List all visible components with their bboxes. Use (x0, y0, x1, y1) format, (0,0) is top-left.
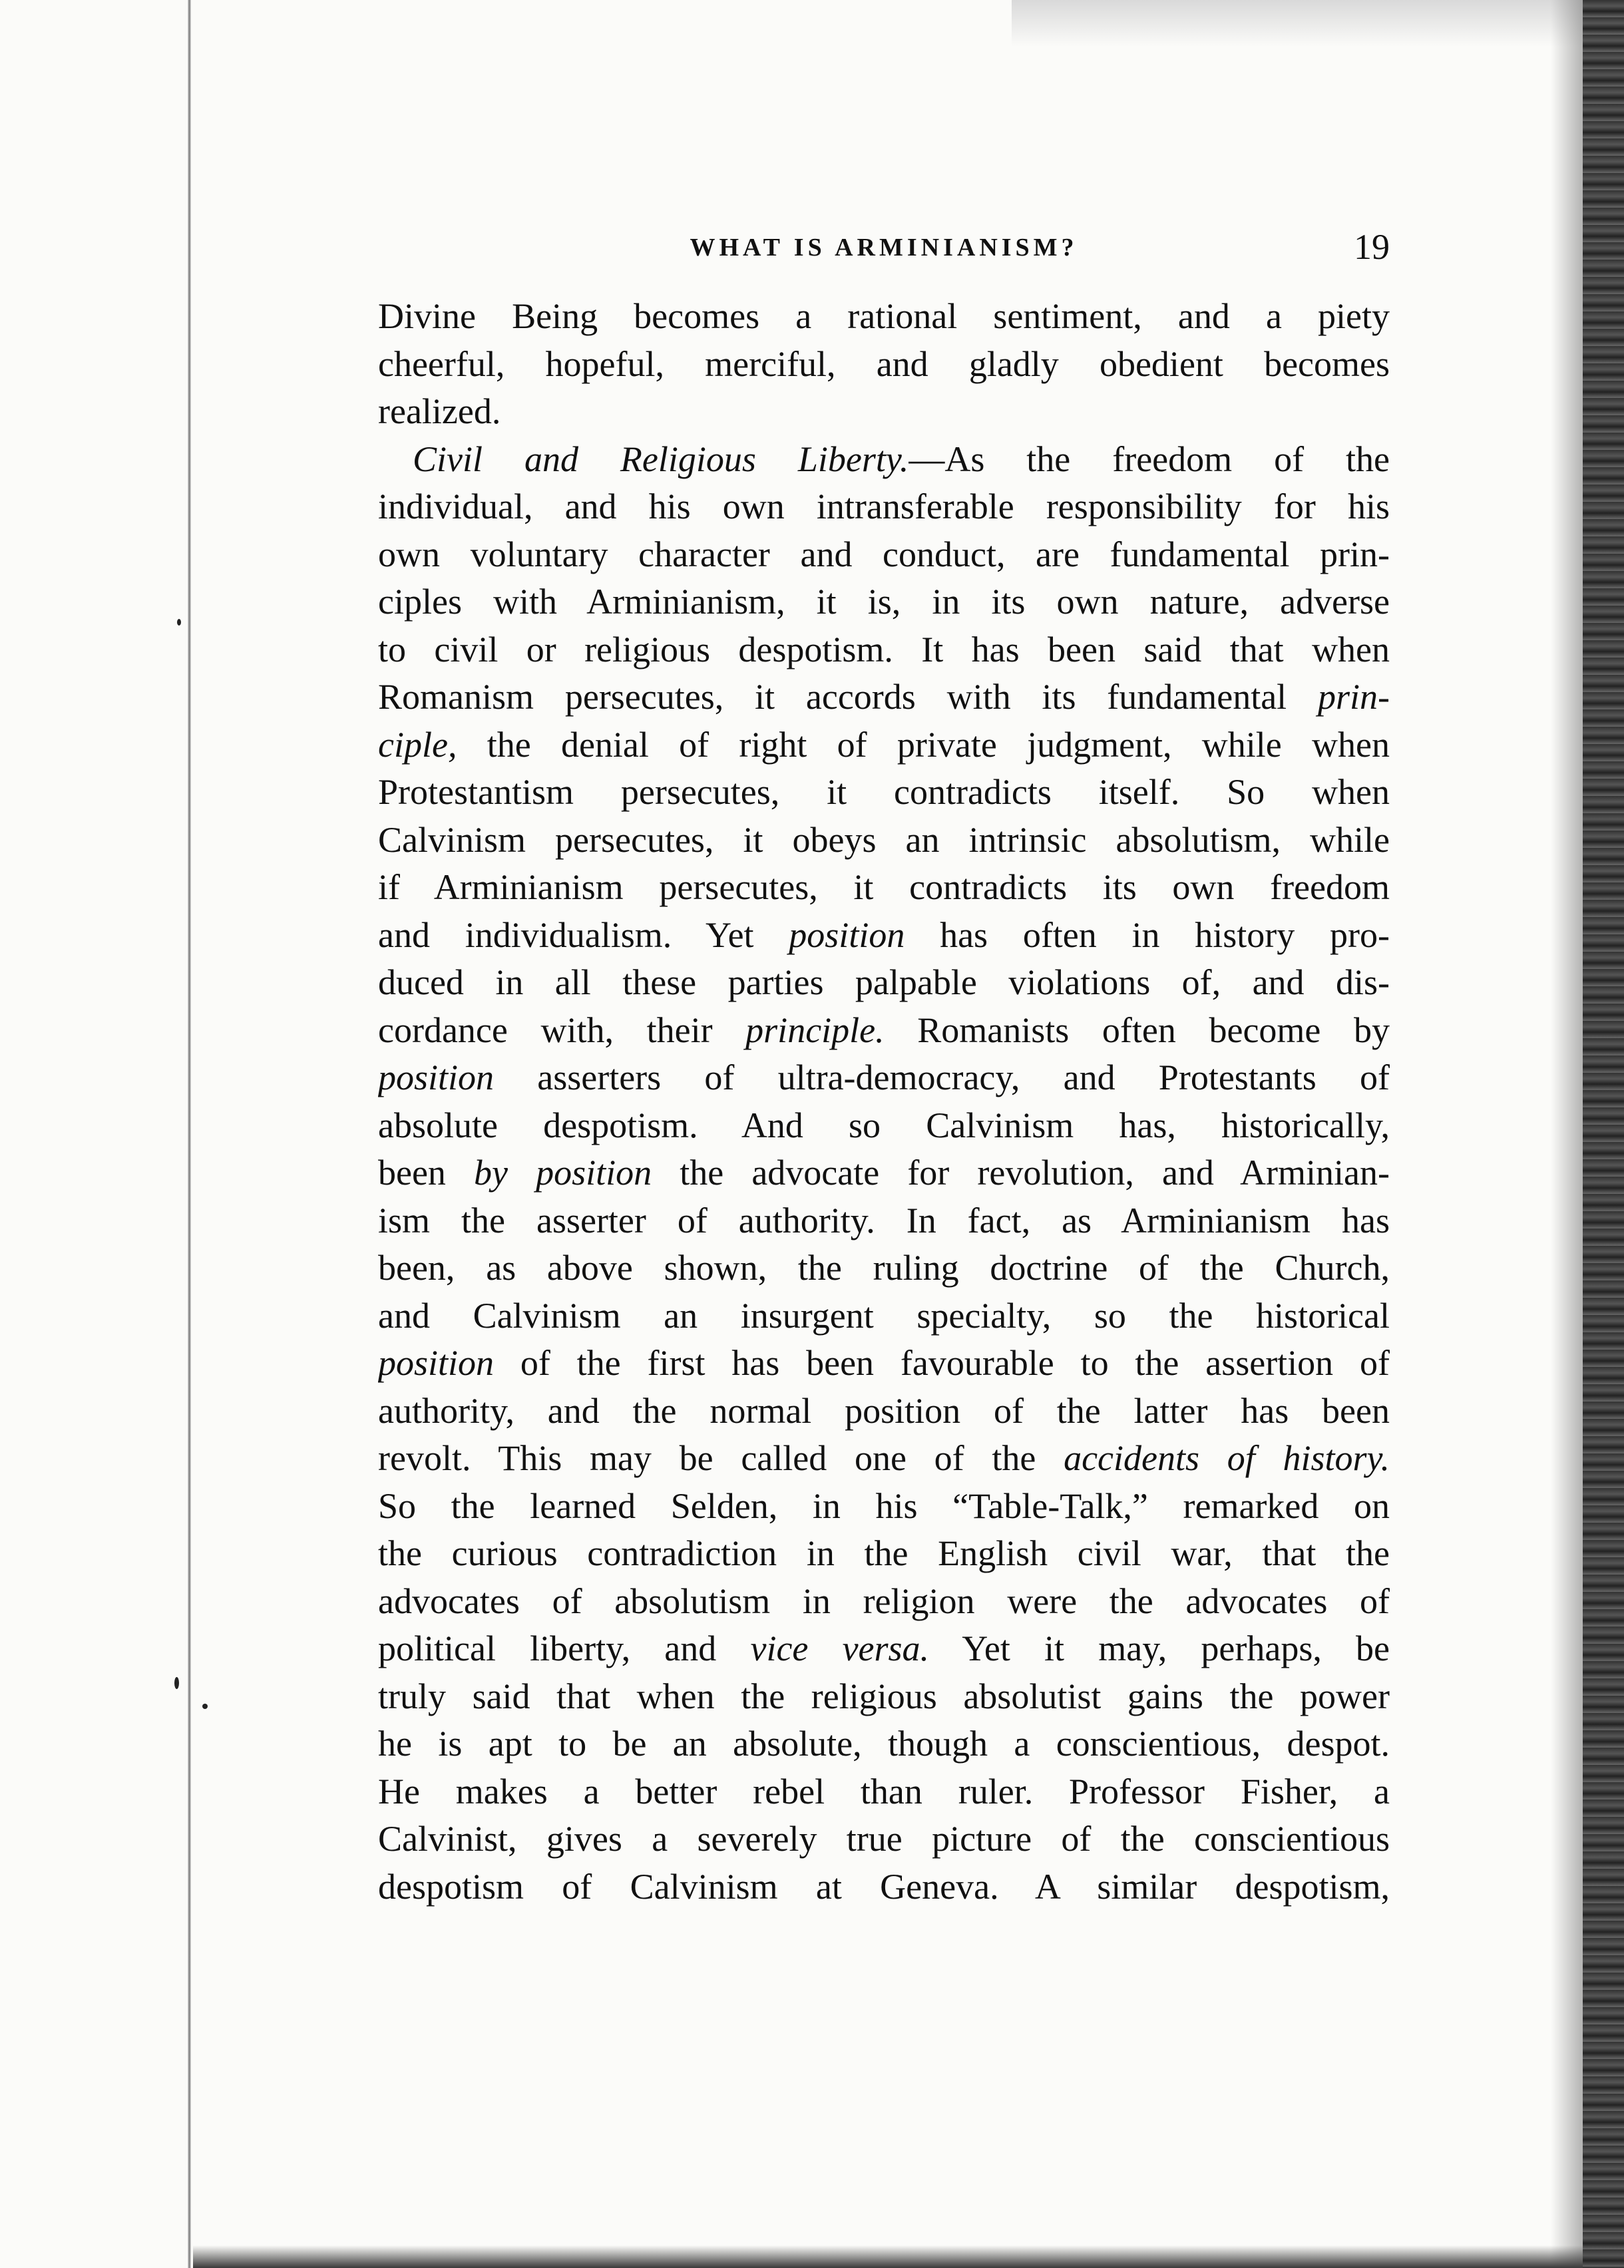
text-segment: despotism of Calvinism at Geneva. A similar despotism, (378, 1866, 1390, 1907)
bottom-edge-shadow (193, 2245, 1583, 2268)
text-segment: absolute despotism. And so Calvinism has, historically, (378, 1105, 1390, 1145)
text-segment: of the first has been favourable to the assertion of (494, 1343, 1390, 1383)
text-line (378, 436, 1390, 484)
book-edge (1583, 0, 1624, 2268)
text-line (378, 1149, 1390, 1197)
text-segment: and Calvinism an insurgent specialty, so the historical (378, 1295, 1390, 1336)
text-segment: been, as above shown, the ruling doctrine of the Church, (378, 1248, 1390, 1288)
italic-text: position (378, 1343, 495, 1383)
text-line (378, 1388, 1390, 1435)
text-line (378, 912, 1390, 960)
text-segment: advocates of absolutism in religion were the advocates of (378, 1581, 1390, 1621)
body-text (378, 293, 1390, 1911)
page-curl-shadow (1012, 0, 1584, 47)
italic-text: accidents of history. (1064, 1438, 1390, 1478)
running-head (378, 226, 1390, 280)
text-segment: if Arminianism persecutes, it contradicts its own freedom (378, 867, 1390, 907)
text-segment: and individualism. Yet (378, 914, 789, 955)
text-segment: So the learned Selden, in his “Table-Talk,” remarked on (378, 1485, 1390, 1526)
text-segment: cheerful, hopeful, merciful, and gladly obedient becomes (378, 343, 1390, 384)
text-segment: individual, and his own intransferable responsibility for his (378, 486, 1390, 526)
text-line (378, 1007, 1390, 1055)
text-line (378, 769, 1390, 817)
text-line (378, 1578, 1390, 1626)
text-segment: the denial of right of private judgment, while when (457, 724, 1390, 765)
italic-text: position (378, 1057, 495, 1097)
italic-text: Civil and Religious Liberty. (413, 439, 909, 479)
page-number: 19 (1354, 227, 1390, 267)
text-line (378, 1340, 1390, 1388)
text-segment: duced in all these parties palpable violations of, and dis- (378, 962, 1390, 1002)
text-segment: ciples with Arminianism, it is, in its own nature, adverse (378, 582, 1390, 622)
text-line (378, 1292, 1390, 1340)
text-segment: political liberty, and (378, 1628, 751, 1668)
text-line (378, 1768, 1390, 1816)
text-segment: been (378, 1153, 475, 1193)
book-page (378, 226, 1390, 1911)
text-line (378, 1054, 1390, 1102)
text-segment: Yet it may, perhaps, be (929, 1628, 1390, 1668)
text-segment: asserters of ultra-democracy, and Protestants of (494, 1057, 1390, 1097)
text-line (378, 293, 1390, 341)
text-line (378, 1102, 1390, 1150)
text-segment: —As the freedom of the (909, 439, 1390, 479)
text-line (378, 531, 1390, 579)
text-line (378, 1483, 1390, 1531)
italic-text: position (789, 914, 905, 955)
text-segment: Calvinist, gives a severely true picture of the conscientious (378, 1819, 1390, 1859)
text-line (378, 1197, 1390, 1245)
italic-text: ciple, (378, 724, 457, 765)
text-line (378, 483, 1390, 531)
text-segment: he is apt to be an absolute, though a conscientious, despot. (378, 1724, 1390, 1764)
text-line (378, 1863, 1390, 1911)
text-segment: ism the asserter of authority. In fact, as Arminianism has (378, 1200, 1390, 1240)
page-fold-line (188, 0, 191, 2268)
text-segment: the advocate for revolution, and Arminian- (652, 1153, 1390, 1193)
text-segment: own voluntary character and conduct, are fundamental prin- (378, 534, 1390, 574)
text-line (378, 1435, 1390, 1483)
text-line (378, 1815, 1390, 1863)
text-line (378, 721, 1390, 769)
text-segment: truly said that when the religious absolutist gains the power (378, 1676, 1390, 1716)
text-segment: authority, and the normal position of the latter has been (378, 1390, 1390, 1431)
page-edge-shadow (1551, 0, 1583, 2268)
text-segment: realized. (378, 391, 501, 431)
text-line (378, 388, 1390, 436)
running-title: WHAT IS ARMINIANISM? (690, 234, 1078, 262)
text-segment: He makes a better rebel than ruler. Professor Fisher, a (378, 1771, 1390, 1811)
text-line (378, 1720, 1390, 1768)
text-segment: cordance with, their (378, 1010, 746, 1050)
text-segment: Divine Being becomes a rational sentiment, and a piety (378, 296, 1390, 336)
text-line (378, 1673, 1390, 1721)
text-segment: to civil or religious despotism. It has been said that when (378, 629, 1390, 669)
text-line (378, 626, 1390, 674)
italic-text: principle. (745, 1010, 885, 1050)
text-segment: revolt. This may be called one of the (378, 1438, 1064, 1478)
text-line (378, 1625, 1390, 1673)
text-line (378, 673, 1390, 721)
text-line (378, 1244, 1390, 1292)
text-segment: Calvinism persecutes, it obeys an intrinsic absolutism, while (378, 819, 1390, 860)
text-segment: Romanists often become by (884, 1010, 1390, 1050)
italic-text: vice versa. (750, 1628, 930, 1668)
italic-text: prin- (1318, 677, 1390, 717)
text-line (378, 1530, 1390, 1578)
text-line (378, 817, 1390, 864)
text-segment: Romanism persecutes, it accords with its fundamental (378, 677, 1318, 717)
text-segment: the curious contradiction in the English civil war, that the (378, 1533, 1390, 1573)
italic-text: by position (474, 1153, 652, 1193)
text-line (378, 578, 1390, 626)
text-line (378, 959, 1390, 1007)
text-line (378, 864, 1390, 912)
text-segment: has often in history pro- (905, 914, 1390, 955)
text-segment: Protestantism persecutes, it contradicts itself. So when (378, 772, 1390, 812)
text-line (378, 341, 1390, 389)
